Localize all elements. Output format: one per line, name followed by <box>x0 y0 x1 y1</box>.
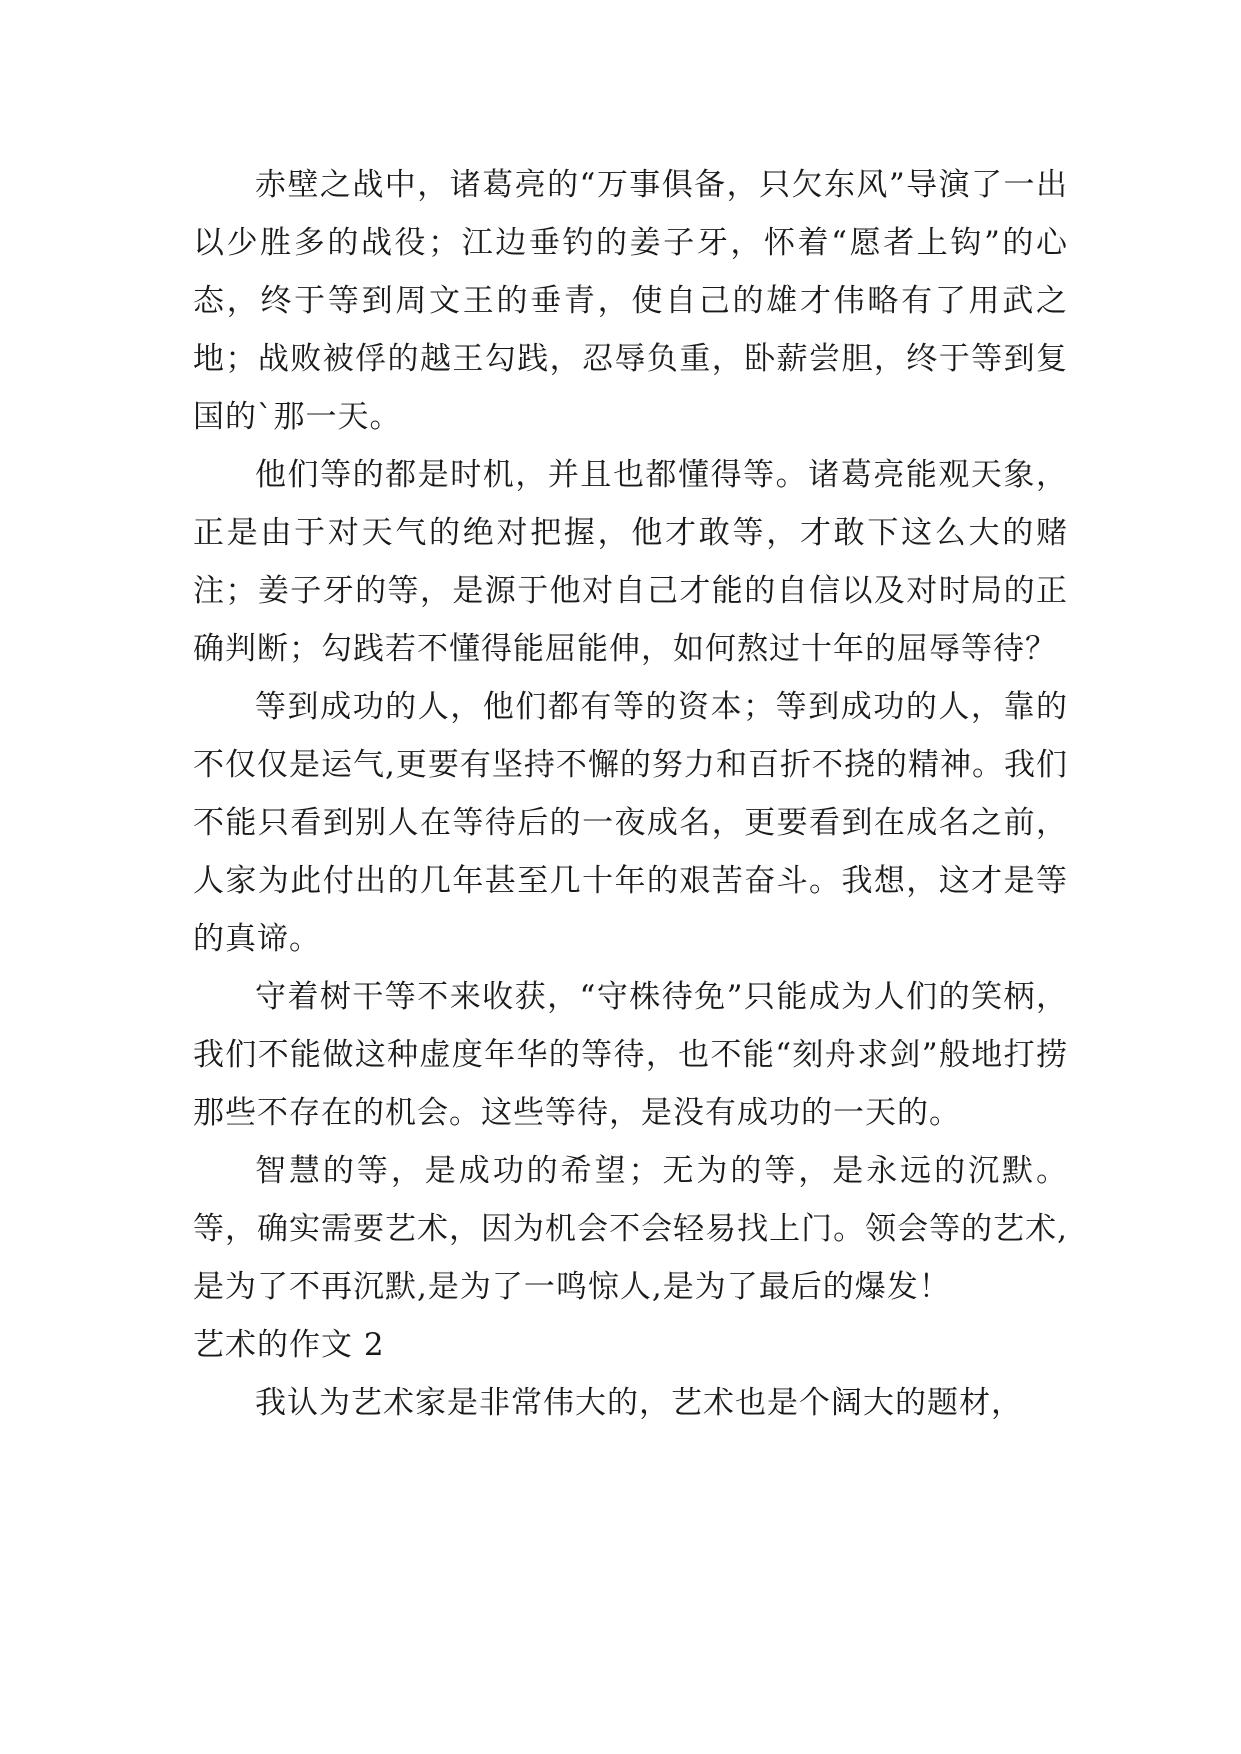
paragraph-waiting: 守着树干等不来收获，“守株待免”只能成为人们的笑柄，我们不能做这种虚度年华的等待，也不能“刻舟求剑”般地打捞那些不存在的机会。这些等待，是没有成功的一天的。 <box>193 979 1068 1131</box>
paragraph-art: 我认为艺术家是非常伟大的，艺术也是个阔大的题材， <box>255 1385 1023 1421</box>
paragraph-success: 等到成功的人，他们都有等的资本；等到成功的人，靠的不仅仅是运气,更要有坚持不懈的努力和百折不挠的精神。我们不能只看到别人在等待后的一夜成名，更要看到在成名之前，人家为此付出的几年甚至几十年的艰苦奋斗。我想，这才是等的真谛。 <box>193 689 1068 957</box>
paragraph-timing: 他们等的都是时机，并且也都懂得等。诸葛亮能观天象，正是由于对天气的绝对把握，他才敢等，才敢下这么大的赌注；姜子牙的等，是源于他对自己才能的自信以及对时局的正确判断；勾践若不懂得能屈能伸，如何熬过十年的屈辱等待？ <box>193 457 1068 667</box>
paragraph-wisdom: 智慧的等，是成功的希望；无为的等，是永远的沉默。等，确实需要艺术，因为机会不会轻易找上门。领会等的艺术,是为了不再沉默,是为了一鸣惊人,是为了最后的爆发！ <box>193 1153 1068 1305</box>
paragraph-chibi: 赤壁之战中，诸葛亮的“万事俱备，只欠东风”导演了一出以少胜多的战役；江边垂钓的姜子牙，怀着“愿者上钩”的心态，终于等到周文王的垂青，使自己的雄才伟略有了用武之地；战败被俘的越王勾践，忍辱负重，卧薪尝胆，终于等到复国的`那一天。 <box>193 167 1068 435</box>
section-heading: 艺术的作文 2 <box>193 1327 385 1363</box>
document-body <box>193 156 1068 1432</box>
